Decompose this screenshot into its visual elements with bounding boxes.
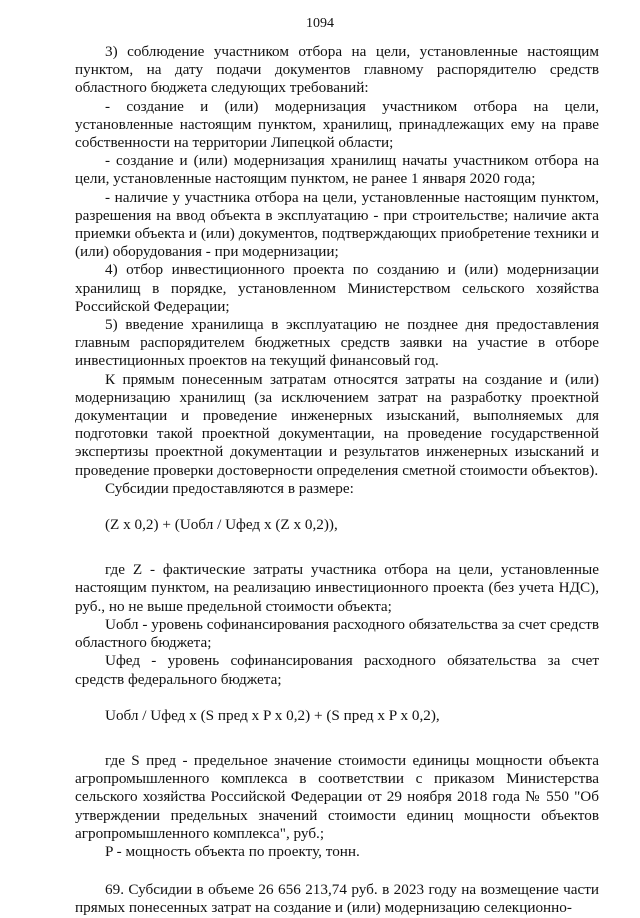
paragraph-p-definition: P - мощность объекта по проекту, тонн. bbox=[105, 842, 360, 860]
spacer bbox=[75, 534, 599, 561]
paragraph-ufed-definition: Uфед - уровень софинансирования расходного обязательства за счет средств федерального бюджета; bbox=[75, 652, 599, 688]
paragraph-subsidy-size: Субсидии предоставляются в размере: bbox=[105, 479, 354, 497]
spacer bbox=[75, 689, 599, 707]
paragraph-requirement-4: 4) отбор инвестиционного проекта по созданию и (или) модернизации хранилищ в порядке, установленном Министерством сельского хозяйства Российской Федерации; bbox=[75, 261, 599, 315]
paragraph-uobl-definition: Uобл - уровень софинансирования расходного обязательства за счет средств областного бюджета; bbox=[75, 615, 599, 652]
paragraph-storage-ownership: - создание и (или) модернизация участником отбора на цели, установленные настоящим пунктом, хранилищ, принадлежащих ему на праве собственности на территории Липецкой области; bbox=[75, 97, 599, 152]
paragraph-item-69: 69. Субсидии в объеме 26 656 213,74 руб. в 2023 году на возмещение части прямых понесенных затрат на создание и (или) модернизацию селекционно- bbox=[75, 881, 599, 917]
paragraph-direct-costs: К прямым понесенным затратам относятся затраты на создание и (или) модернизацию хранилищ (за исключением затрат на разработку проектной документации и проведение инженерных изысканий, выполняемых для подготовки такой проектной документации, на проведение государственной экспертизы проектной документации и результатов инженерных изысканий и проведение проверки достоверности определения сметной стоимости объектов). bbox=[75, 370, 599, 479]
paragraph-z-definition: где Z - фактические затраты участника отбора на цели, установленные настоящим пунктом, на реализацию инвестиционного проекта (без учета НДС), руб., но не выше предельной стоимости объекта; bbox=[75, 561, 599, 615]
spacer bbox=[75, 861, 599, 881]
formula-limit: Uобл / Uфед x (S пред x P x 0,2) + (S пред x P x 0,2), bbox=[105, 706, 440, 724]
paragraph-requirement-5: 5) введение хранилища в эксплуатацию не позднее дня предоставления главным распорядителем бюджетных средств заявки на участие в отборе инвестиционных проектов на текущий финансовый год. bbox=[75, 316, 599, 370]
paragraph-spred-definition: где S пред - предельное значение стоимости единицы мощности объекта агропромышленного комплекса в соответствии с приказом Министерства сельского хозяйства Российской Федерации от 29 ноября 2018 года № 550 "Об утверждении предельных значений стоимости единиц мощности объектов агропромышленного комплекса", руб.; bbox=[75, 751, 599, 842]
paragraph-requirement-3: 3) соблюдение участником отбора на цели, установленные настоящим пунктом, на дату подачи документов главному распорядителю средств областного бюджета следующих требований: bbox=[75, 43, 599, 97]
paragraph-permits: - наличие у участника отбора на цели, установленные настоящим пунктом, разрешения на ввод объекта в эксплуатацию - при строительстве; наличие акта приемки объекта и (или) документов, подтверждающих приобретение техники и (или) оборудования - при модернизации; bbox=[75, 188, 599, 261]
page-number: 1094 bbox=[306, 16, 334, 31]
spacer bbox=[75, 498, 599, 516]
document-body bbox=[75, 43, 599, 918]
formula-subsidy: (Z x 0,2) + (Uобл / Uфед x (Z x 0,2)), bbox=[105, 516, 338, 534]
spacer bbox=[75, 725, 599, 752]
paragraph-start-date: - создание и (или) модернизация хранилищ начаты участником отбора на цели, установленные настоящим пунктом, не ранее 1 января 2020 года; bbox=[75, 152, 599, 188]
